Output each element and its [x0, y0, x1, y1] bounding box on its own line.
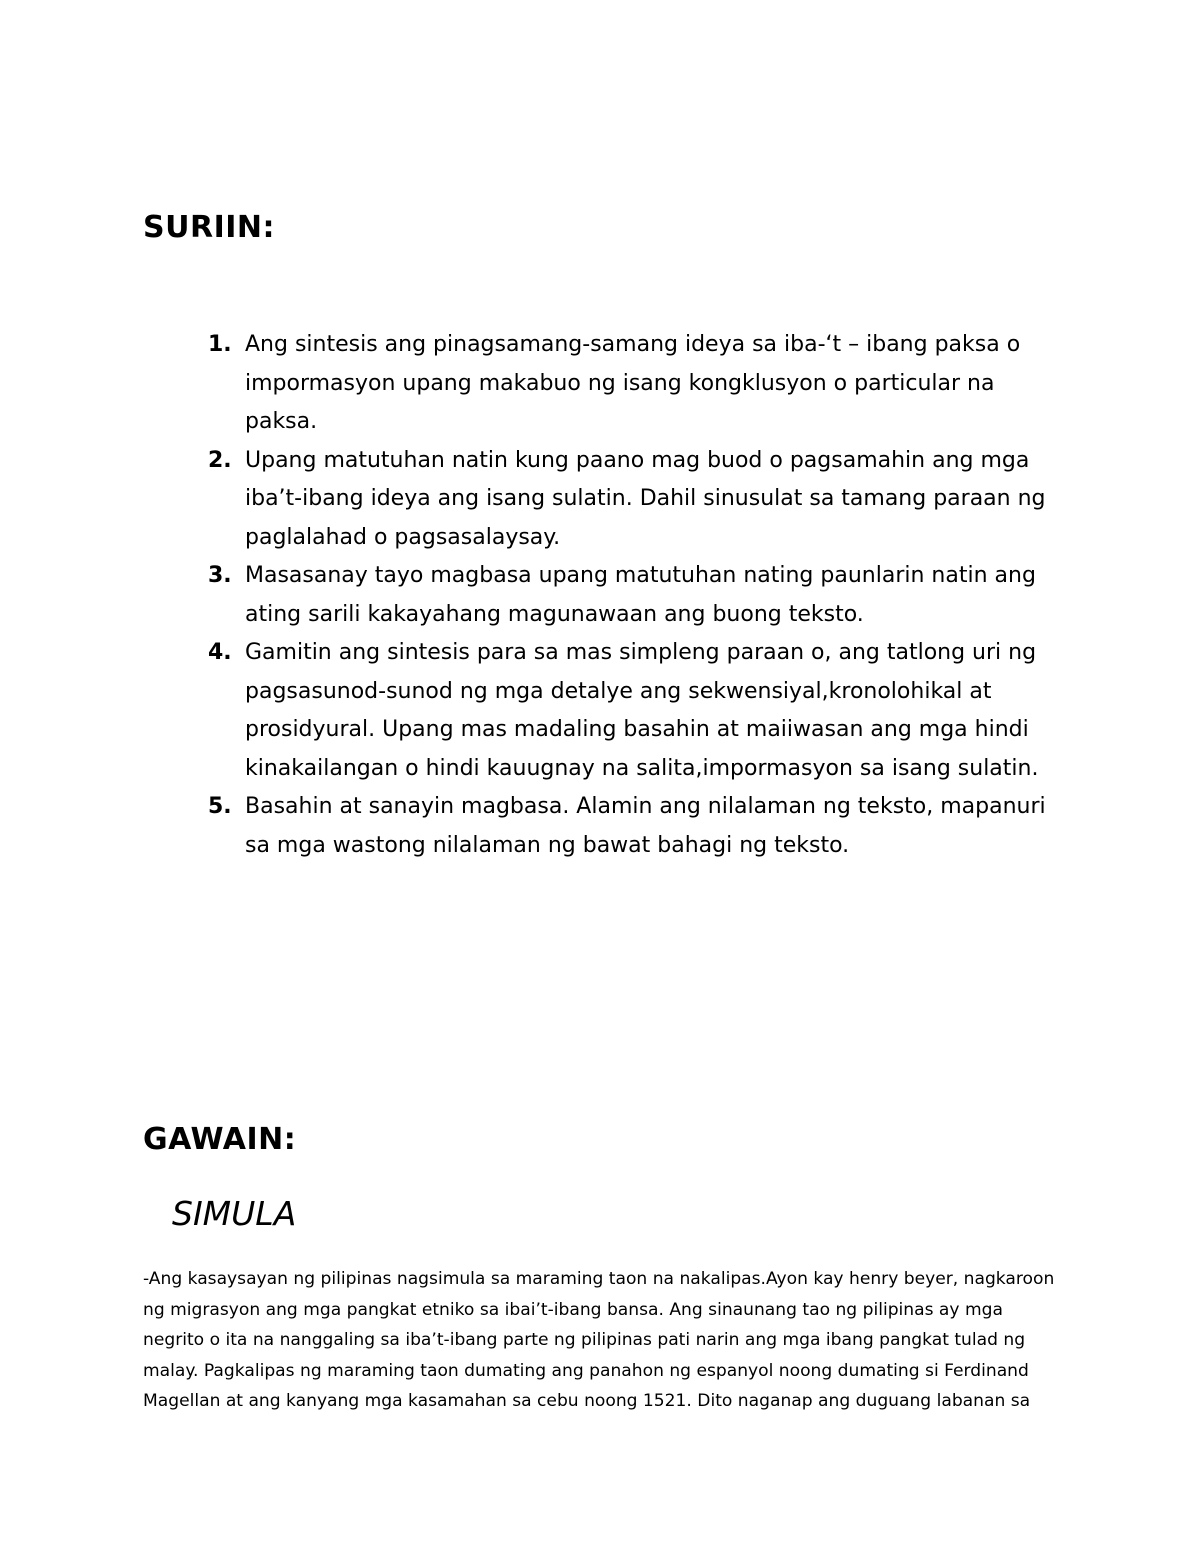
list-item-number: 3.: [208, 563, 232, 588]
suriin-answer-list: [208, 326, 1068, 865]
list-item-number: 5.: [208, 794, 232, 819]
list-item-text: Basahin at sanayin magbasa. Alamin ang nilalaman ng teksto, mapanuri sa mga wastong nilalaman ng bawat bahagi ng teksto.: [245, 794, 1046, 858]
list-item-number: 2.: [208, 447, 232, 473]
list-item: [208, 634, 1068, 788]
list-item-number: 4.: [208, 640, 232, 665]
gawain-paragraph: -Ang kasaysayan ng pilipinas nagsimula sa maraming taon na nakalipas.Ayon kay henry beyer, nagkaroon ng migrasyon ang mga pangkat etniko sa ibai’t-ibang bansa. Ang sinaunang tao ng pilipinas ay mga negrito o ita na nanggaling sa iba’t-ibang parte ng pilipinas pati narin ang mga ibang pangkat tulad ng malay. Pagkalipas ng maraming taon dumating ang panahon ng espanyol noong dumating si Ferdinand Magellan at ang kanyang mga kasamahan sa cebu noong 1521. Dito naganap ang duguang labanan sa: [143, 1269, 1055, 1411]
suriin-heading: SURIIN:: [143, 210, 275, 245]
list-item: [208, 788, 1068, 865]
simula-subheading: SIMULA: [172, 1194, 297, 1233]
list-item: [208, 557, 1068, 634]
list-item-text: Upang matutuhan natin kung paano mag buod o pagsamahin ang mga iba’t-ibang ideya ang isang sulatin. Dahil sinusulat sa tamang paraan ng paglalahad o pagsasalaysay.: [245, 447, 1046, 550]
list-item: [208, 326, 1068, 442]
list-item: [208, 442, 1068, 558]
list-item-text: Gamitin ang sintesis para sa mas simpleng paraan o, ang tatlong uri ng pagsasunod-sunod ng mga detalye ang sekwensiyal,kronolohikal at prosidyural. Upang mas madaling basahin at maiiwasan ang mga hindi kinakailangan o hindi kauugnay na salita,impormasyon sa isang sulatin.: [245, 640, 1039, 781]
list-item-text: Masasanay tayo magbasa upang matutuhan nating paunlarin natin ang ating sarili kakayahang magunawaan ang buong teksto.: [245, 563, 1036, 627]
list-item-number: 1.: [208, 332, 232, 357]
gawain-heading: GAWAIN:: [143, 1122, 297, 1157]
list-item-text: Ang sintesis ang pinagsamang-samang ideya sa iba-‘t – ibang paksa o impormasyon upang makabuo ng isang kongklusyon o particular na paksa.: [245, 332, 1021, 434]
